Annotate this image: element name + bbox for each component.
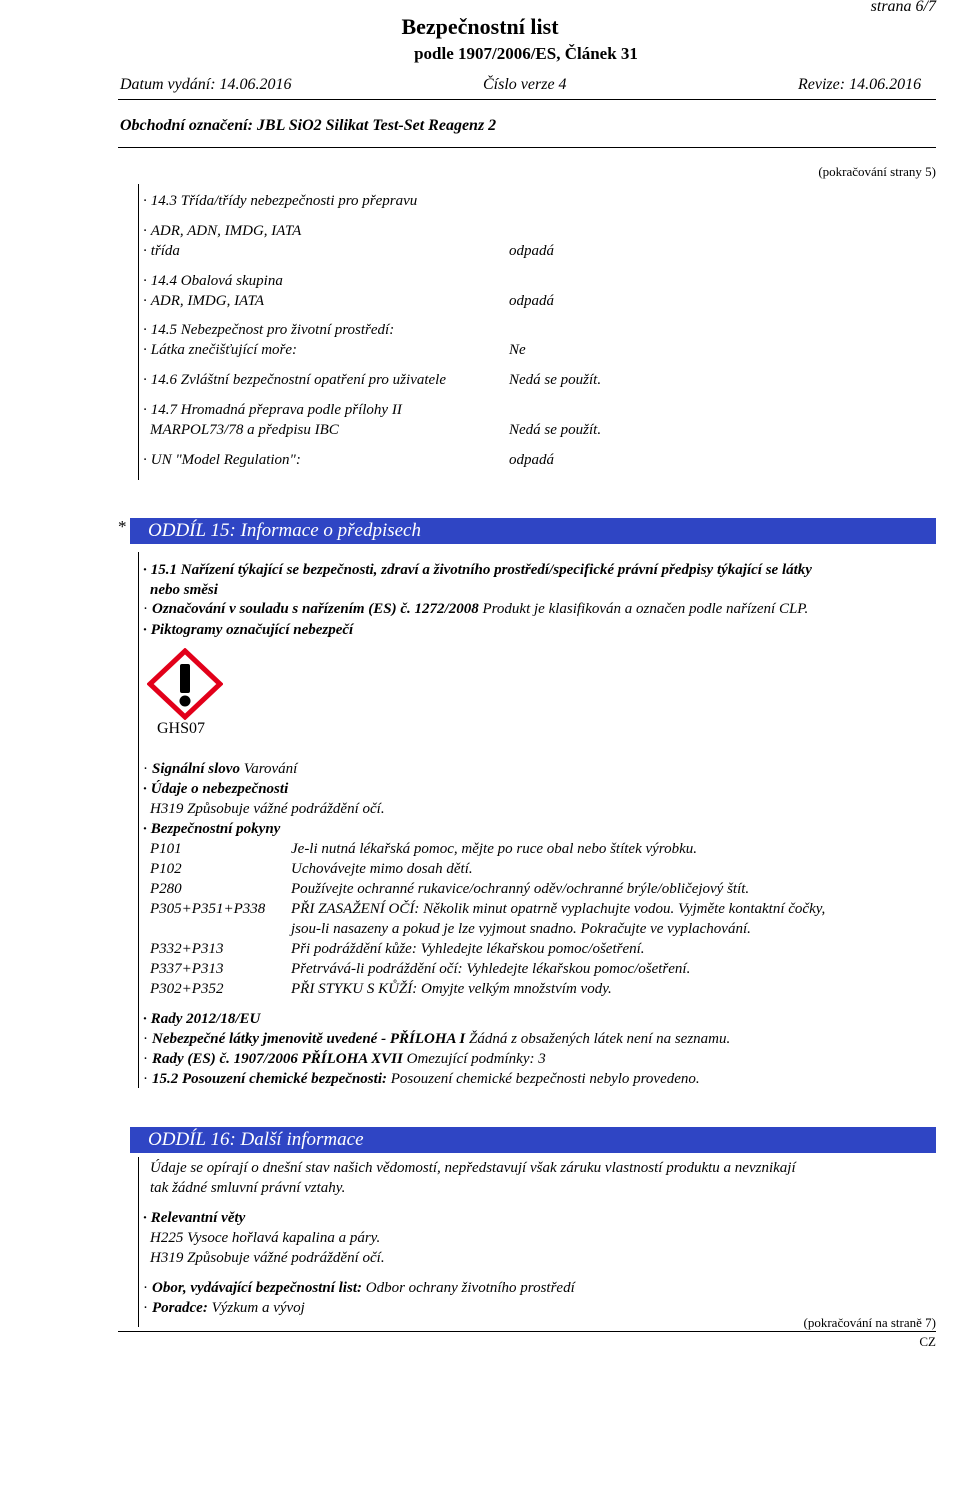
disclaimer-line-1: Údaje se opírají o dnešní stav našich vědomostí, nepředstavují však záruku vlastností produktu a nevznikají (150, 1160, 796, 1176)
row-14-7-cont: MARPOL73/78 a předpisu IBC (150, 422, 339, 438)
statement-code: P305+P351+P338 (150, 901, 266, 917)
section-15-heading: ODDÍL 15: Informace o předpisech (130, 518, 936, 544)
statement-text: Uchovávejte mimo dosah dětí. (291, 861, 473, 877)
row-trida: · třída (143, 243, 180, 259)
section-16-border (138, 1157, 139, 1327)
statement-text: PŘI STYKU S KŮŽÍ: Omyjte velkým množstvím vody. (291, 981, 612, 997)
annex-i-row: · Nebezpečné látky jmenovitě uvedené - PŘÍLOHA I Žádná z obsažených látek není na seznamu. (143, 1031, 731, 1047)
language-code: CZ (919, 1334, 936, 1349)
issue-date: Datum vydání: 14.06.2016 (120, 76, 292, 93)
row-adr-adn: · ADR, ADN, IMDG, IATA (143, 223, 302, 239)
statement-text-cont: jsou-li nasazeny a pokud je lze vyjmout snadno. Pokračujte ve vyplachování. (291, 921, 751, 937)
revision-date: Revize: 14.06.2016 (798, 76, 922, 93)
statement-code: P302+P352 (150, 981, 224, 997)
ghs07-label: GHS07 (157, 720, 206, 737)
directive-row: · Rady 2012/18/EU (143, 1011, 261, 1027)
row-14-3: · 14.3 Třída/třídy nebezpečnosti pro přepravu (143, 193, 418, 209)
row-adr-imdg: · ADR, IMDG, IATA (143, 293, 265, 309)
revision-star: * (118, 517, 127, 536)
document-subtitle: podle 1907/2006/ES, Článek 31 (414, 44, 638, 63)
para-15-1-cont: nebo směsi (150, 582, 218, 598)
signal-word-row: · Signální slovo Varování (143, 761, 298, 777)
issuing-dept-row: · Obor, vydávající bezpečnostní list: Odbor ochrany životního prostředí (143, 1280, 575, 1296)
row-latka-value: Ne (509, 342, 526, 358)
statement-code: P102 (150, 861, 182, 877)
continued-from: (pokračování strany 5) (818, 164, 936, 179)
page-number: strana 6/7 (870, 0, 936, 15)
statement-code: P101 (150, 841, 182, 857)
row-14-4: · 14.4 Obalová skupina (143, 273, 283, 289)
row-14-5: · 14.5 Nebezpečnost pro životní prostředí: (143, 322, 395, 338)
phrase-h319: H319 Způsobuje vážné podráždění očí. (150, 1250, 385, 1266)
statement-code: P337+P313 (150, 961, 224, 977)
classification-row: · Označování v souladu s nařízením (ES) č. 1272/2008 Produkt je klasifikován a označen podle nařízení CLP. (143, 601, 809, 617)
statement-text: Používejte ochranné rukavice/ochranný oděv/ochranné brýle/obličejový štít. (291, 881, 750, 897)
row-14-6-value: Nedá se použít. (509, 372, 602, 388)
section-16-heading: ODDÍL 16: Další informace (130, 1127, 936, 1153)
row-14-7: · 14.7 Hromadná přeprava podle přílohy II (143, 402, 402, 418)
section-14-border (138, 184, 139, 480)
footer-divider (118, 1331, 936, 1332)
ghs07-exclamation-icon (147, 648, 223, 720)
statement-code: P332+P313 (150, 941, 224, 957)
phrase-h225: H225 Vysoce hořlavá kapalina a páry. (150, 1230, 381, 1246)
trade-name-divider (118, 147, 936, 148)
version-number: Číslo verze 4 (483, 76, 567, 93)
reach-annex-row: · Rady (ES) č. 1907/2006 PŘÍLOHA XVII Omezující podmínky: 3 (143, 1051, 546, 1067)
para-15-1: · 15.1 Nařízení týkající se bezpečnosti, zdraví a životního prostředí/specifické právní předpisy týkající se látky (143, 562, 812, 578)
relevant-phrases-label: · Relevantní věty (143, 1210, 246, 1226)
continued-to: (pokračování na straně 7) (803, 1315, 936, 1330)
trade-name: Obchodní označení: JBL SiO2 Silikat Test-Set Reagenz 2 (120, 117, 497, 134)
hazard-h319: H319 Způsobuje vážné podráždění očí. (150, 801, 385, 817)
row-trida-value: odpadá (509, 243, 554, 259)
row-adr-imdg-value: odpadá (509, 293, 554, 309)
para-15-2: · 15.2 Posouzení chemické bezpečnosti: Posouzení chemické bezpečnosti nebylo provedeno. (143, 1071, 700, 1087)
statement-text: PŘI ZASAŽENÍ OČÍ: Několik minut opatrně vyplachujte vodou. Vyjměte kontaktní čočky, (291, 901, 826, 917)
row-un-model: · UN "Model Regulation": (143, 452, 301, 468)
row-un-model-value: odpadá (509, 452, 554, 468)
section-15-border (138, 552, 139, 1088)
row-14-6: · 14.6 Zvláštní bezpečnostní opatření pro uživatele (143, 372, 446, 388)
statement-code: P280 (150, 881, 182, 897)
row-14-7-value: Nedá se použít. (509, 422, 602, 438)
pictograms-label: · Piktogramy označující nebezpečí (143, 622, 354, 638)
contact-row: · Poradce: Výzkum a vývoj (143, 1300, 305, 1316)
hazard-info-label: · Údaje o nebezpečnosti (143, 781, 289, 797)
row-latka: · Látka znečišťující moře: (143, 342, 298, 358)
disclaimer-line-2: tak žádné smluvní právní vztahy. (150, 1180, 346, 1196)
statement-text: Přetrvává-li podráždění očí: Vyhledejte lékařskou pomoc/ošetření. (291, 961, 691, 977)
header-divider (118, 99, 936, 100)
precautionary-label: · Bezpečnostní pokyny (143, 821, 281, 837)
document-title: Bezpečnostní list (401, 14, 559, 39)
statement-text: Je-li nutná lékařská pomoc, mějte po ruce obal nebo štítek výrobku. (291, 841, 697, 857)
statement-text: Při podráždění kůže: Vyhledejte lékařskou pomoc/ošetření. (291, 941, 645, 957)
